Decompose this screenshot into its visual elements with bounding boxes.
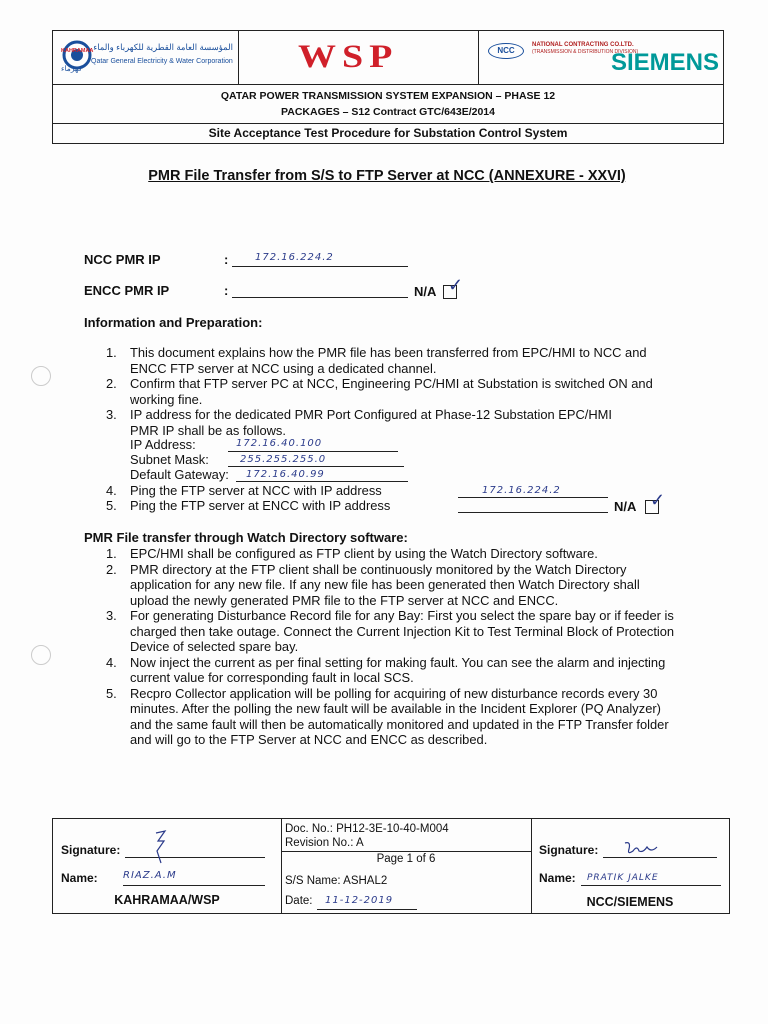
document-header: [52, 30, 724, 144]
information-list: [106, 345, 666, 438]
left-signatory-name: RIAZ.A.M: [123, 870, 177, 881]
right-signature-label: Signature:: [539, 843, 599, 857]
right-organization: NCC/SIEMENS: [586, 895, 674, 909]
default-gateway-line: [236, 481, 408, 482]
punch-hole: [31, 366, 51, 386]
list-item: 1. EPC/HMI shall be configured as FTP client by using the Watch Directory software.: [106, 546, 598, 561]
list-item: 4. Now inject the current as per final setting for making fault. You can see the alarm and injecting current value for corresponding fault in local SCS.: [106, 654, 666, 685]
date-label: Date:: [285, 895, 313, 907]
check-mark-icon: ✓: [650, 490, 666, 510]
subnet-mask-line: [228, 466, 404, 467]
item-5-na-label: N/A: [614, 499, 637, 514]
ip-address-line: [228, 451, 398, 452]
siemens-logo: SIEMENS: [611, 49, 720, 76]
item-5-line: [458, 512, 608, 513]
section-information-heading: Information and Preparation:: [84, 315, 263, 330]
divider: [281, 851, 531, 852]
left-organization: KAHRAMAA/WSP: [114, 893, 220, 907]
procedure-title: Site Acceptance Test Procedure for Substation Control System: [208, 126, 568, 140]
list-item: 3. IP address for the dedicated PMR Port Configured at Phase-12 Substation EPC/HMI PMR IP shall be as follows.: [106, 407, 612, 438]
default-gateway-value: 172.16.40.99: [246, 469, 325, 480]
watch-directory-list: [106, 546, 676, 748]
item-5-number: 5.: [106, 498, 117, 513]
item-4-line: [458, 497, 608, 498]
encc-pmr-ip-label: ENCC PMR IP: [84, 283, 170, 298]
encc-na-label: N/A: [414, 284, 437, 299]
wsp-logo: WSP: [298, 39, 399, 75]
ncc-pmr-ip-line: [232, 266, 408, 267]
ncc-division: (TRANSMISSION & DISTRIBUTION DIVISION): [532, 49, 639, 55]
list-item: 5. Recpro Collector application will be polling for acquiring of new disturbance records every 30 minutes. After the polling the new fault will be available in the Incident Explorer (PQ Analyzer) and the same fault will then be automatically monitored and updated in the FTP Transfer folder and will go to the FTP Server at NCC and ENCC as described.: [106, 685, 669, 747]
ip-address-value: 172.16.40.100: [236, 438, 323, 449]
right-signatory-name: PRATIK JALKE: [587, 873, 659, 883]
list-item: 2. PMR directory at the FTP client shall be continuously monitored by the Watch Directory application for any new file. If any new file has been generated then Watch Directory shall upload the newly generated PMR file to the FTP server at NCC and ENCC.: [106, 561, 640, 608]
doc-number: Doc. No.: PH12-3E-10-40-M004: [285, 823, 449, 835]
kahramaa-logo-cell: [53, 31, 239, 84]
item-4-text: Ping the FTP server at NCC with IP address: [130, 483, 382, 498]
annexure-title: PMR File Transfer from S/S to FTP Server at NCC (ANNEXURE - XXVI): [148, 168, 626, 184]
signature-line: [125, 857, 265, 858]
logo-row: [53, 31, 723, 85]
wsp-logo-cell: [238, 31, 479, 84]
project-title: [53, 84, 723, 124]
kahramaa-logo-text: KAHRAMAA: [61, 48, 94, 54]
signature-footer: [52, 818, 730, 914]
kahramaa-arabic-name: المؤسسة العامة القطرية للكهرباء والماء: [93, 42, 233, 52]
date-line: [317, 909, 417, 910]
encc-pmr-ip-line: [232, 297, 408, 298]
ncc-colon: :: [224, 252, 229, 267]
ncc-signature-cell: [531, 819, 729, 913]
substation-name: S/S Name: ASHAL2: [285, 875, 388, 887]
date-value: 11-12-2019: [325, 895, 394, 906]
list-item: 1. This document explains how the PMR file has been transferred from EPC/HMI to NCC and ENCC FTP server at NCC using a dedicated channel.: [106, 345, 647, 376]
page-number: Page 1 of 6: [376, 853, 436, 865]
document-info-cell: [281, 819, 532, 913]
kahramaa-signature-cell: [53, 819, 282, 913]
ncc-pmr-ip-label: NCC PMR IP: [84, 252, 161, 267]
section-watch-directory-heading: PMR File transfer through Watch Directory software:: [84, 530, 408, 545]
revision-number: Revision No.: A: [285, 837, 364, 849]
list-item: 3. For generating Disturbance Record file for any Bay: First you select the spare bay or if feeder is charged then take outage. Connect the Current Injection Kit to Test Terminal Block of Protection Device of selected spare bay.: [106, 608, 675, 654]
item-4-value: 172.16.224.2: [482, 485, 561, 496]
name-line: [123, 885, 265, 886]
ip-address-label: IP Address:: [130, 437, 196, 452]
ncc-logo: NCC: [488, 43, 524, 59]
encc-colon: :: [224, 283, 229, 298]
punch-hole: [31, 645, 51, 665]
subnet-mask-label: Subnet Mask:: [130, 452, 209, 467]
ncc-pmr-ip-value: 172.16.224.2: [255, 252, 334, 263]
right-name-label: Name:: [539, 871, 576, 885]
signature-label: Signature:: [61, 843, 121, 857]
item-5-text: Ping the FTP server at ENCC with IP address: [130, 498, 391, 513]
project-line-2: PACKAGES – S12 Contract GTC/643E/2014: [281, 106, 495, 118]
list-item: 2. Confirm that FTP server PC at NCC, Engineering PC/HMI at Substation is switched ON and working fine.: [106, 376, 653, 407]
item-4-number: 4.: [106, 483, 117, 498]
subnet-mask-value: 255.255.255.0: [240, 454, 327, 465]
ncc-company-name: NATIONAL CONTRACTING CO.LTD.: [532, 42, 634, 48]
check-mark-icon: ✓: [448, 275, 464, 295]
right-signature-mark: [623, 839, 663, 859]
right-name-line: [581, 885, 721, 886]
default-gateway-label: Default Gateway:: [130, 467, 229, 482]
kahramaa-english-name: Qatar General Electricity & Water Corporation: [91, 58, 233, 65]
signature-mark: [153, 829, 169, 865]
project-line-1: QATAR POWER TRANSMISSION SYSTEM EXPANSION – PHASE 12: [220, 90, 556, 102]
name-label: Name:: [61, 871, 98, 885]
ncc-siemens-cell: [478, 31, 723, 84]
kahramaa-logo-arabic: كهرماء: [61, 64, 82, 73]
